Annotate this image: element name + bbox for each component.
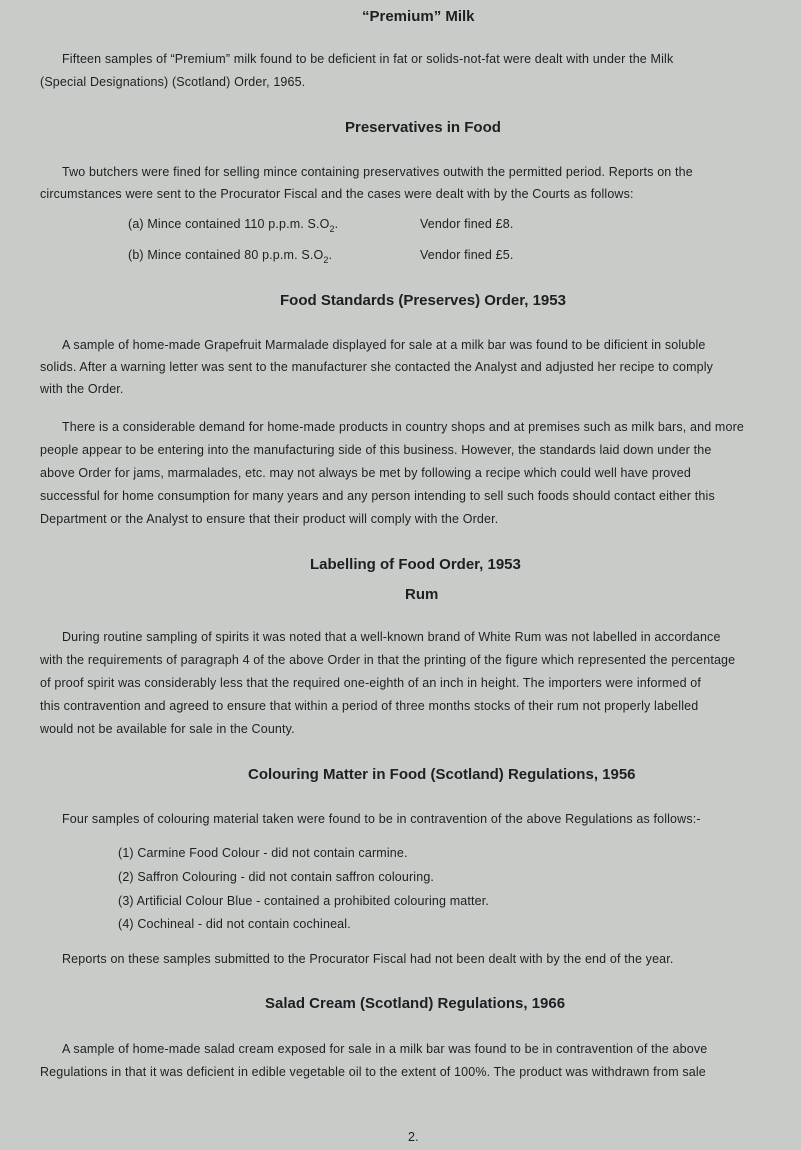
- colouring-paragraph-line: Reports on these samples submitted to the Procurator Fiscal had not been dealt with by the end of the year.: [62, 952, 674, 966]
- colouring-paragraph-line: Four samples of colouring material taken were found to be in contravention of the above Regulations as follows:-: [62, 812, 701, 826]
- preservatives-heading: Preservatives in Food: [345, 119, 501, 136]
- colouring-list-item: (3) Artificial Colour Blue - contained a prohibited colouring matter.: [118, 894, 489, 908]
- labelling-paragraph-line: would not be available for sale in the County.: [40, 722, 295, 736]
- salad-cream-heading: Salad Cream (Scotland) Regulations, 1966: [265, 995, 566, 1012]
- case-b-fine: Vendor fined £5.: [420, 248, 514, 262]
- preserves-paragraph-line: Department or the Analyst to ensure that their product will comply with the Order.: [40, 512, 499, 526]
- case-a-description: (a) Mince contained 110 p.p.m. $S.O_2$.: [128, 217, 339, 234]
- preserves-paragraph-line: people appear to be entering into the manufacturing side of this business. However, the standards laid down under the: [40, 443, 712, 457]
- milk-paragraph-line: (Special Designations) (Scotland) Order, 1965.: [40, 75, 306, 89]
- colouring-heading: Colouring Matter in Food (Scotland) Regulations, 1956: [248, 766, 636, 783]
- labelling-heading: Labelling of Food Order, 1953: [310, 556, 521, 573]
- preserves-paragraph-line: above Order for jams, marmalades, etc. may not always be met by following a recipe which could well have proved: [40, 466, 691, 480]
- preserves-paragraph-line: A sample of home-made Grapefruit Marmalade displayed for sale at a milk bar was found to be dificient in soluble: [62, 338, 706, 352]
- milk-paragraph-line: Fifteen samples of “Premium” milk found to be deficient in fat or solids-not-fat were dealt with under the Milk: [62, 52, 674, 66]
- salad-paragraph-line: Regulations in that it was deficient in edible vegetable oil to the extent of 100%. The product was withdrawn from sale: [40, 1065, 706, 1079]
- preserves-paragraph-line: successful for home consumption for many years and any person intending to sell such foods should contact either this: [40, 489, 715, 503]
- preservatives-paragraph-line: circumstances were sent to the Procurator Fiscal and the cases were dealt with by the Courts as follows:: [40, 187, 634, 201]
- labelling-paragraph-line: this contravention and agreed to ensure that within a period of three months stocks of their rum not properly labelled: [40, 699, 699, 713]
- labelling-paragraph-line: with the requirements of paragraph 4 of the above Order in that the printing of the figure which represented the percentage: [40, 653, 736, 667]
- premium-milk-heading: “Premium” Milk: [362, 8, 475, 25]
- labelling-paragraph-line: During routine sampling of spirits it was noted that a well-known brand of White Rum was not labelled in accordance: [62, 630, 721, 644]
- case-a-fine: Vendor fined £8.: [420, 217, 514, 231]
- preserves-paragraph-line: There is a considerable demand for home-made products in country shops and at premises such as milk bars, and more: [62, 420, 745, 434]
- colouring-list-item: (1) Carmine Food Colour - did not contain carmine.: [118, 846, 408, 860]
- salad-paragraph-line: A sample of home-made salad cream exposed for sale in a milk bar was found to be in contravention of the above: [62, 1042, 708, 1056]
- preservatives-paragraph-line: Two butchers were fined for selling mince containing preservatives outwith the permitted period. Reports on the: [62, 165, 693, 179]
- case-b-description: (b) Mince contained 80 p.p.m. $S.O_2$.: [128, 248, 333, 265]
- preserves-paragraph-line: solids. After a warning letter was sent to the manufacturer she contacted the Analyst and adjusted her recipe to comply: [40, 360, 714, 374]
- preserves-heading: Food Standards (Preserves) Order, 1953: [280, 292, 566, 309]
- colouring-list-item: (4) Cochineal - did not contain cochineal.: [118, 917, 351, 931]
- labelling-paragraph-line: of proof spirit was considerably less that the required one-eighth of an inch in height. The importers were informed of: [40, 676, 702, 690]
- page-number: 2.: [408, 1130, 419, 1144]
- colouring-list-item: (2) Saffron Colouring - did not contain saffron colouring.: [118, 870, 435, 884]
- rum-subheading: Rum: [405, 586, 439, 603]
- preserves-paragraph-line: with the Order.: [40, 382, 124, 396]
